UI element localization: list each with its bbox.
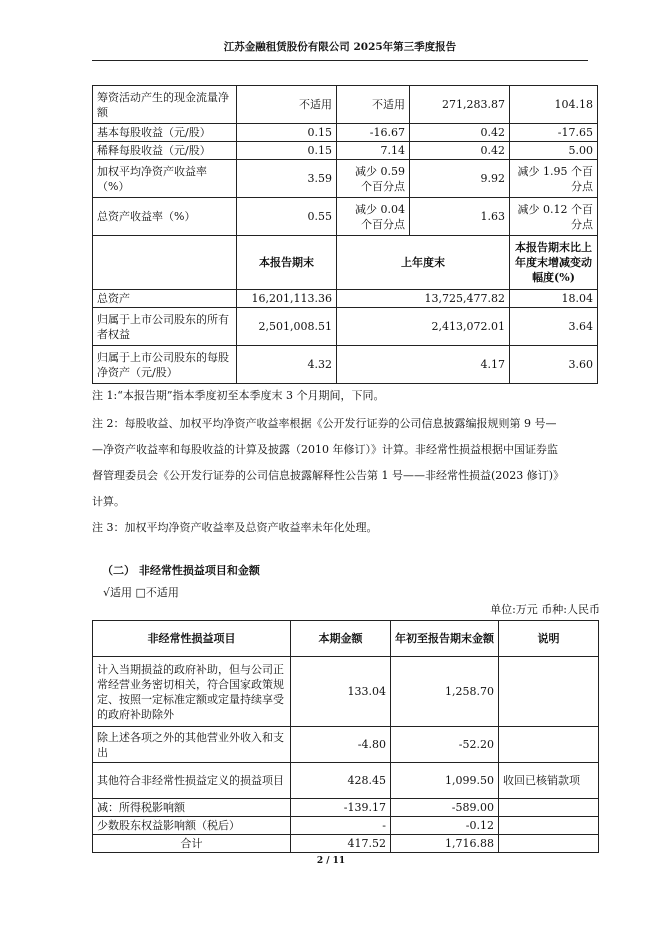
cell-value: 减少 1.95 个百分点 xyxy=(510,160,598,198)
row-label: 归属于上市公司股东的每股净资产（元/股） xyxy=(93,346,237,384)
table-row xyxy=(93,308,598,346)
cell-value: -16.67 xyxy=(337,124,410,142)
table-row xyxy=(93,817,599,835)
table-row xyxy=(93,124,598,142)
cell-value: 16,201,113.36 xyxy=(237,290,337,308)
cell-value: 13,725,477.82 xyxy=(337,290,510,308)
item-label: 除上述各项之外的其他营业外收入和支出 xyxy=(93,727,291,763)
table-row xyxy=(93,160,598,198)
empty-header-cell xyxy=(93,236,237,290)
note-3: 注 3：加权平均净资产收益率及总资产收益率未年化处理。 xyxy=(92,521,378,534)
table-row xyxy=(93,290,598,308)
cell-value: 不适用 xyxy=(237,86,337,124)
page-number: 2 / 11 xyxy=(316,856,346,866)
cell-value: -17.65 xyxy=(510,124,598,142)
cell-value: 9.92 xyxy=(410,160,510,198)
cell-desc xyxy=(499,817,599,835)
cell-value: 3.60 xyxy=(510,346,598,384)
item-label: 少数股东权益影响额（税后） xyxy=(93,817,291,835)
cell-value: 减少 0.12 个百分点 xyxy=(510,198,598,236)
cell-value: 1,099.50 xyxy=(391,763,499,799)
cell-value: 7.14 xyxy=(337,142,410,160)
cell-value: 2,501,008.51 xyxy=(237,308,337,346)
cell-value: 104.18 xyxy=(510,86,598,124)
column-header: 非经常性损益项目 xyxy=(93,621,291,657)
column-header: 本报告期末比上年度末增减变动幅度(%) xyxy=(510,236,598,290)
cell-value: 减少 0.04 个百分点 xyxy=(337,198,410,236)
table-total-row xyxy=(93,835,599,853)
column-header: 本报告期末 xyxy=(237,236,337,290)
table-row xyxy=(93,198,598,236)
column-header: 说明 xyxy=(499,621,599,657)
table-row xyxy=(93,86,598,124)
table-row xyxy=(93,763,599,799)
cell-desc xyxy=(499,657,599,727)
item-label: 其他符合非经常性损益定义的损益项目 xyxy=(93,763,291,799)
cell-value: -0.12 xyxy=(391,817,499,835)
row-label: 归属于上市公司股东的所有者权益 xyxy=(93,308,237,346)
cell-value: 0.42 xyxy=(410,142,510,160)
item-label: 减：所得税影响额 xyxy=(93,799,291,817)
unit-label: 单位:万元 币种:人民币 xyxy=(490,603,600,616)
total-label: 合计 xyxy=(93,835,291,853)
cell-value: 不适用 xyxy=(337,86,410,124)
financial-indicators-table xyxy=(92,85,598,384)
cell-value: 0.55 xyxy=(237,198,337,236)
cell-value: 271,283.87 xyxy=(410,86,510,124)
column-header: 上年度末 xyxy=(337,236,510,290)
column-header: 年初至报告期末金额 xyxy=(391,621,499,657)
cell-desc xyxy=(499,727,599,763)
cell-value: 3.59 xyxy=(237,160,337,198)
table-header-row xyxy=(93,621,599,657)
cell-value: -589.00 xyxy=(391,799,499,817)
cell-value: 0.15 xyxy=(237,142,337,160)
row-label: 稀释每股收益（元/股） xyxy=(93,142,237,160)
table-header-row xyxy=(93,236,598,290)
cell-value: 133.04 xyxy=(291,657,391,727)
table-row xyxy=(93,346,598,384)
cell-value: 1.63 xyxy=(410,198,510,236)
total-ytd: 1,716.88 xyxy=(391,835,499,853)
note-2-line-1: 注 2：每股收益、加权平均净资产收益率根据《公开发行证券的公司信息披露编报规则第 9 号— xyxy=(92,417,557,430)
note-1: 注 1:“本报告期”指本季度初至本季度末 3 个月期间，下同。 xyxy=(92,389,385,402)
table-row xyxy=(93,799,599,817)
cell-value: - xyxy=(291,817,391,835)
cell-value: 1,258.70 xyxy=(391,657,499,727)
row-label: 基本每股收益（元/股） xyxy=(93,124,237,142)
cell-value: 0.15 xyxy=(237,124,337,142)
cell-value: -139.17 xyxy=(291,799,391,817)
note-2-line-4: 计算。 xyxy=(92,495,125,508)
cell-value: 5.00 xyxy=(510,142,598,160)
cell-value: -52.20 xyxy=(391,727,499,763)
cell-value: 428.45 xyxy=(291,763,391,799)
row-label: 加权平均净资产收益率（%） xyxy=(93,160,237,198)
header-rule xyxy=(92,60,588,61)
cell-value: 3.64 xyxy=(510,308,598,346)
non-recurring-items-table xyxy=(92,620,599,853)
cell-value: 2,413,072.01 xyxy=(337,308,510,346)
cell-value: -4.80 xyxy=(291,727,391,763)
cell-value: 18.04 xyxy=(510,290,598,308)
cell-desc: 收回已核销款项 xyxy=(499,763,599,799)
row-label: 总资产 xyxy=(93,290,237,308)
row-label: 筹资活动产生的现金流量净额 xyxy=(93,86,237,124)
table-row xyxy=(93,727,599,763)
table-row xyxy=(93,657,599,727)
section-title: （二） 非经常性损益项目和金额 xyxy=(102,564,260,577)
row-label: 总资产收益率（%） xyxy=(93,198,237,236)
note-2-line-3: 督管理委员会《公开发行证券的公司信息披露解释性公告第 1 号——非经常性损益(2023 修订)》 xyxy=(92,469,565,482)
page-header: 江苏金融租赁股份有限公司 2025年第三季度报告 xyxy=(223,41,457,53)
table-row xyxy=(93,142,598,160)
cell-value: 4.17 xyxy=(337,346,510,384)
note-2-line-2: —净资产收益率和每股收益的计算及披露（2010 年修订）》计算。非经常性损益根据中国证券监 xyxy=(92,443,558,456)
cell-value: 减少 0.59 个百分点 xyxy=(337,160,410,198)
cell-value: 0.42 xyxy=(410,124,510,142)
item-label: 计入当期损益的政府补助，但与公司正常经营业务密切相关，符合国家政策规定、按照一定标准定额或定量持续享受的政府补助除外 xyxy=(93,657,291,727)
column-header: 本期金额 xyxy=(291,621,391,657)
total-current: 417.52 xyxy=(291,835,391,853)
cell-desc xyxy=(499,799,599,817)
applicability-options: √适用 □不适用 xyxy=(103,586,179,599)
cell-value: 4.32 xyxy=(237,346,337,384)
total-desc xyxy=(499,835,599,853)
